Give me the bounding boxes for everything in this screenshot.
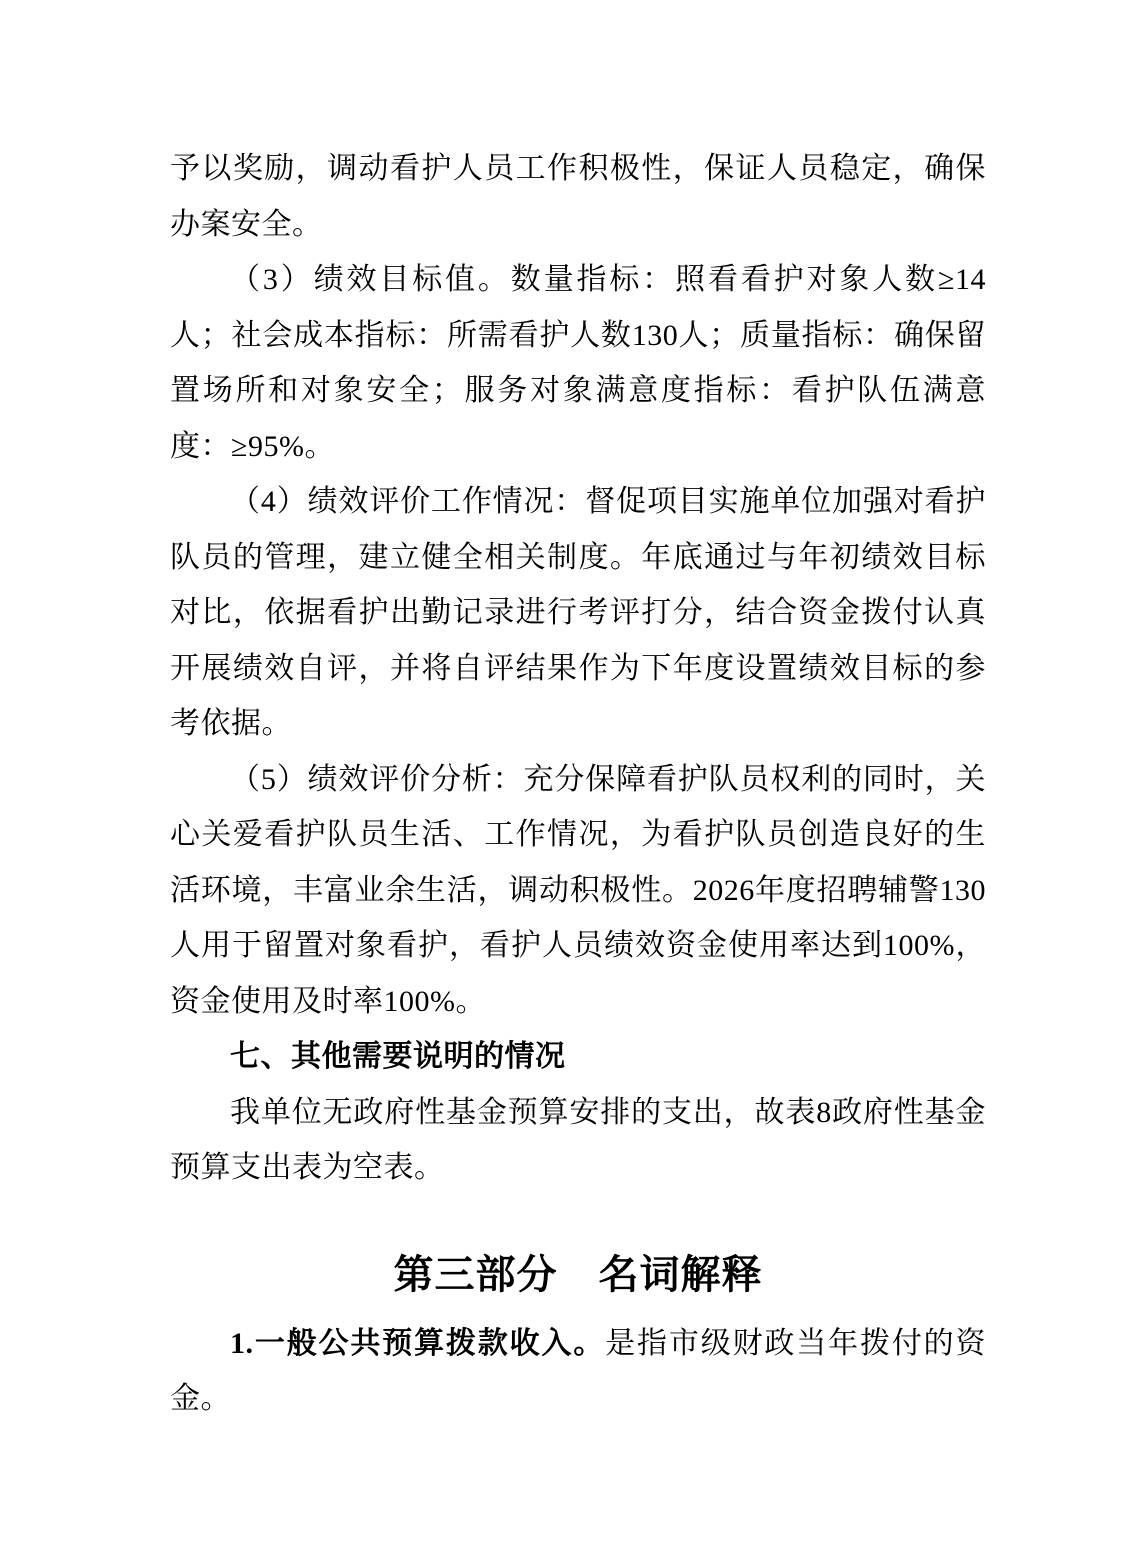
paragraph-performance-evaluation-work: （4）绩效评价工作情况：督促项目实施单位加强对看护队员的管理，建立健全相关制度。年底通过与年初绩效目标对比，依据看护出勤记录进行考评打分，结合资金拨付认真开展绩效自评，并将自评结果作为下年度设置绩效目标的参考依据。 — [170, 485, 986, 740]
paragraph-term-definition — [170, 1316, 986, 1427]
paragraph-performance-evaluation-analysis: （5）绩效评价分析：充分保障看护队员权利的同时，关心关爱看护队员生活、工作情况，为看护队员创造良好的生活环境，丰富业余生活，调动积极性。2026年度招聘辅警130人用于留置对象看护，看护人员绩效资金使用率达到100%，资金使用及时率100%。 — [170, 762, 986, 1018]
paragraph-continued: 予以奖励，调动看护人员工作积极性，保证人员稳定，确保办案安全。 — [170, 152, 986, 241]
term-name: 1.一般公共预算拨款收入。 — [230, 1326, 606, 1360]
paragraph-other-notes: 我单位无政府性基金预算安排的支出，故表8政府性基金预算支出表为空表。 — [170, 1095, 986, 1184]
part-title-glossary: 第三部分 名词解释 — [393, 1251, 763, 1297]
term-definition-text: 是指市级财政当年拨付的资金。 — [170, 1326, 987, 1415]
paragraph-performance-target-values: （3）绩效目标值。数量指标：照看看护对象人数≥14人；社会成本指标：所需看护人数130人；质量指标：确保留置场所和对象安全；服务对象满意度指标：看护队伍满意度：≥95%。 — [170, 263, 986, 463]
document-body — [170, 141, 986, 1427]
section-heading-other-notes: 七、其他需要说明的情况 — [230, 1040, 566, 1073]
